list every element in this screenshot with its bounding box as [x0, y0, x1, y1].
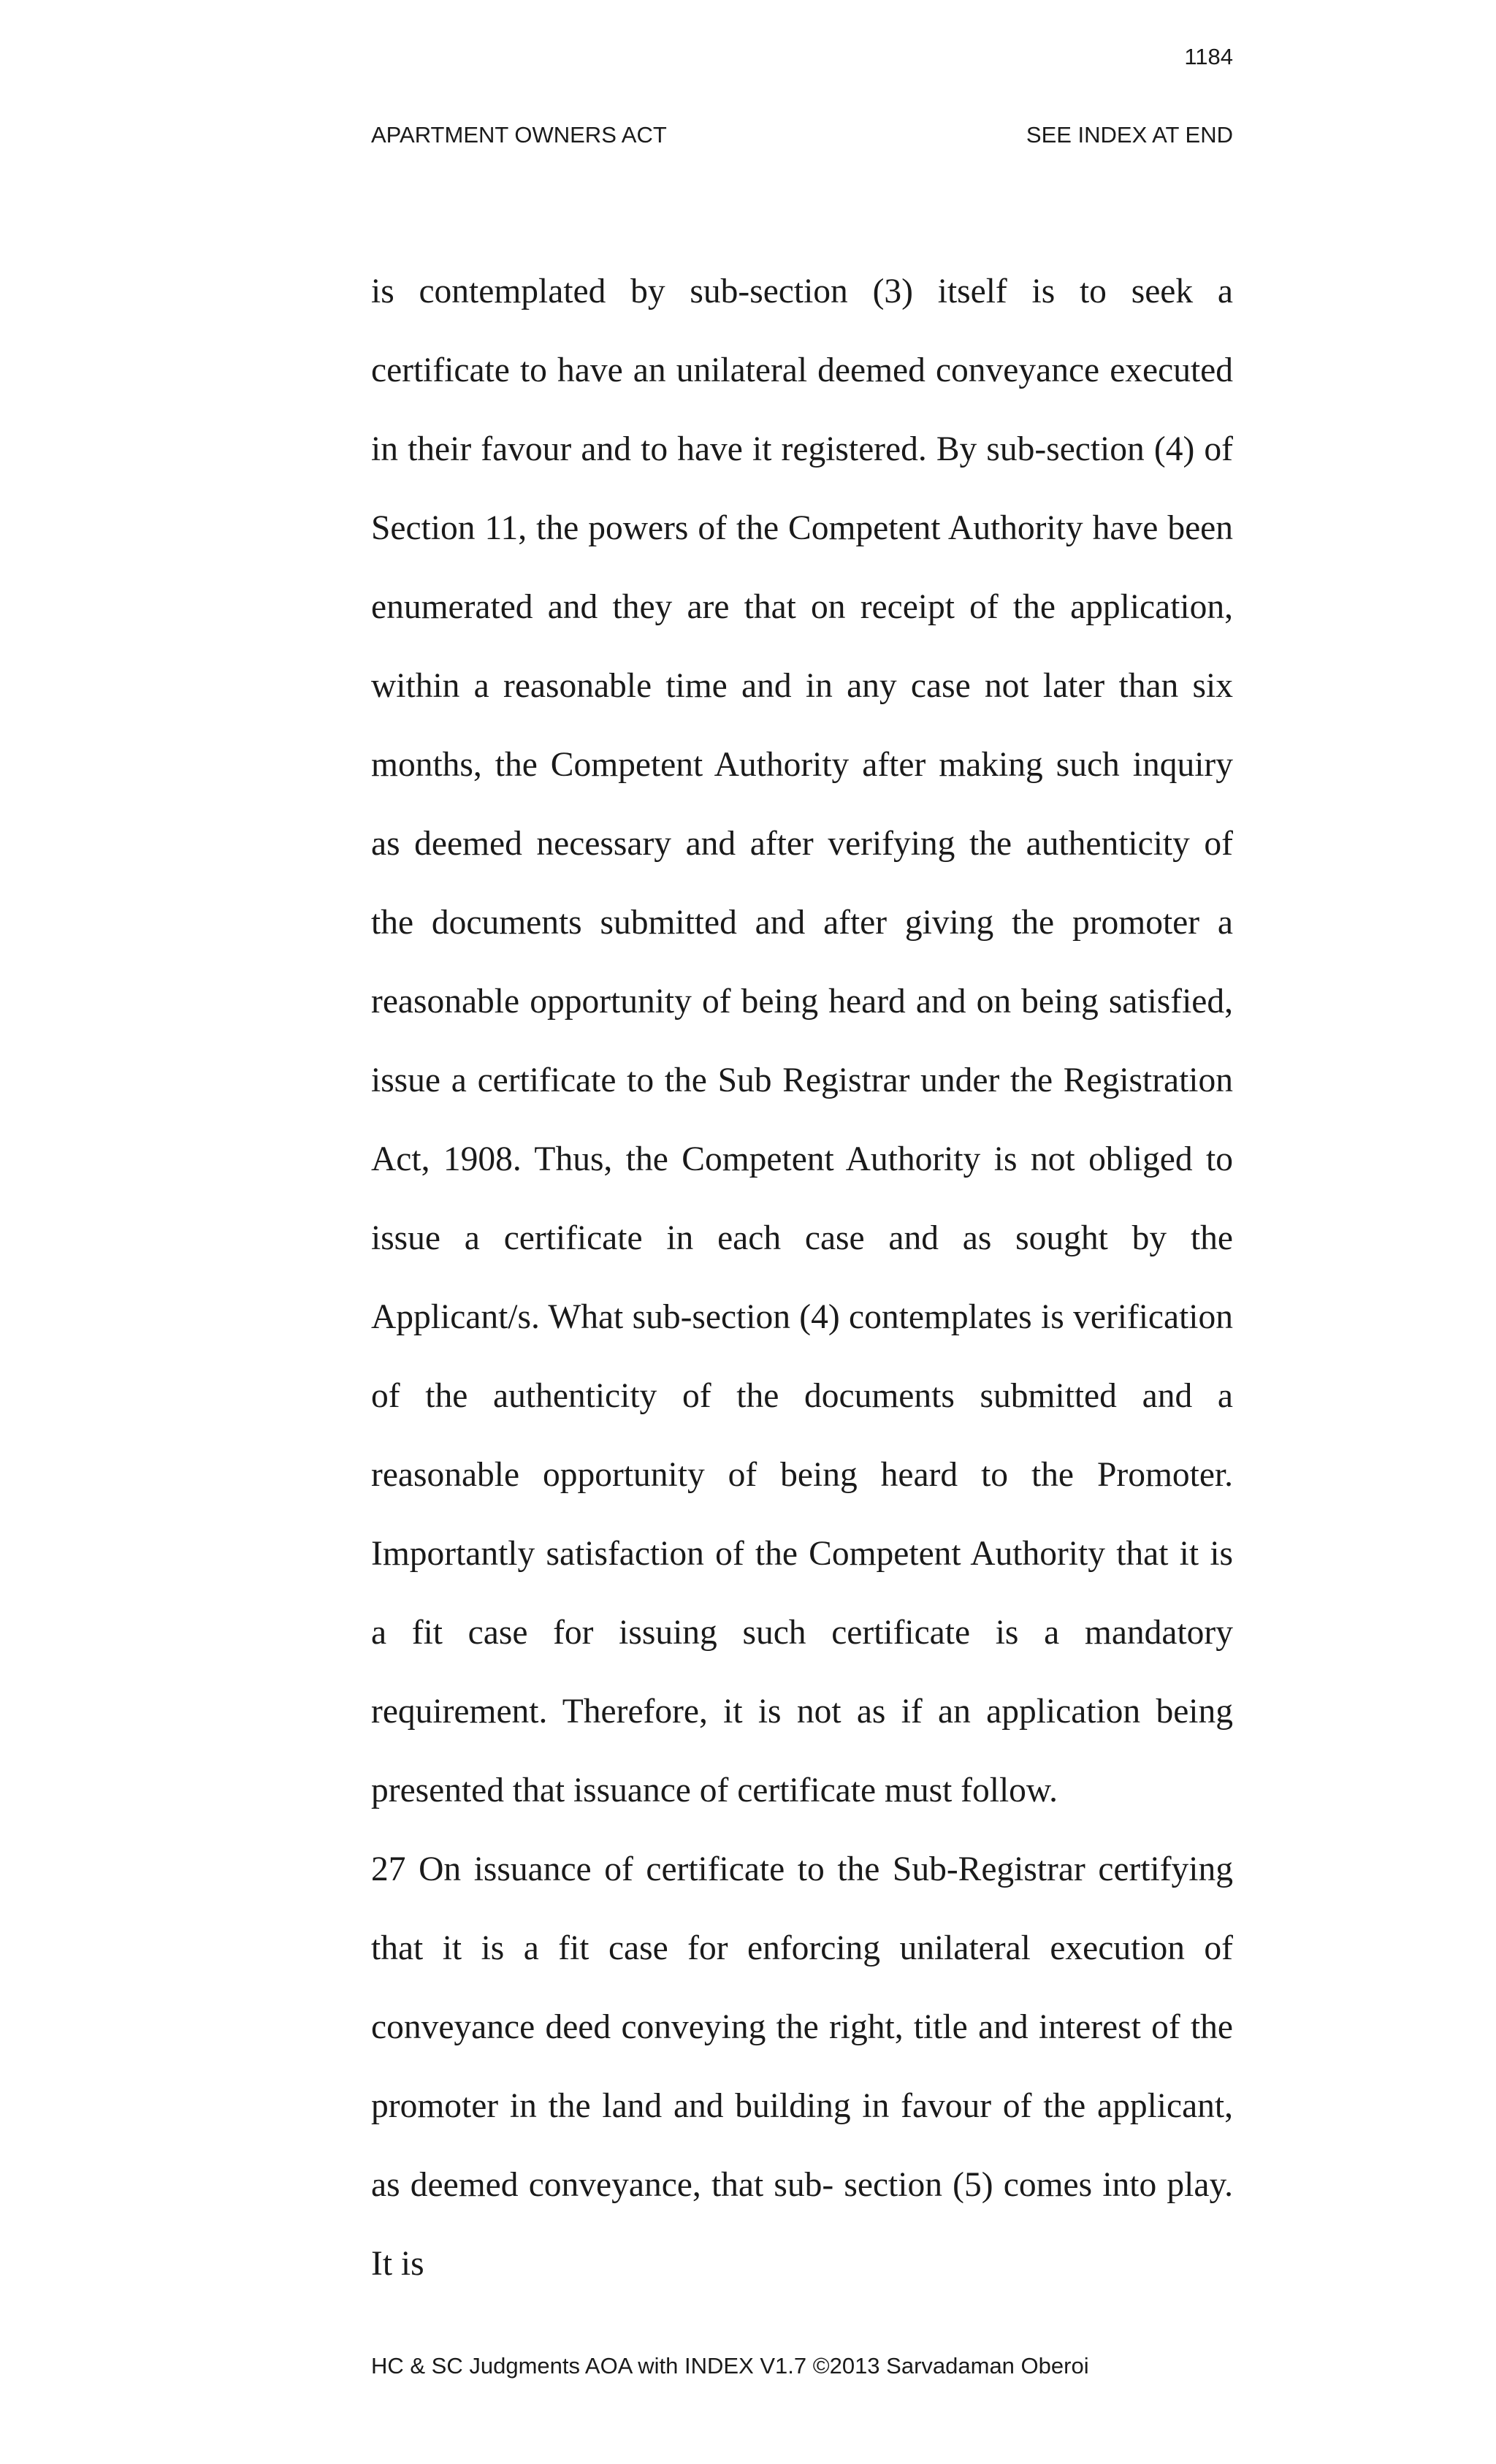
page-number: 1184	[1184, 44, 1233, 69]
page-footer: HC & SC Judgments AOA with INDEX V1.7 ©2013 Sarvadaman Oberoi	[371, 2353, 1089, 2379]
body-paragraph: is contemplated by sub-section (3) itself is to seek a certificate to have an unilateral deemed conveyance executed in their favour and to have it registered. By sub-section (4) of Section 11, the powers of the Competent Authority have been enumerated and they are that on receipt of the application, within a reasonable time and in any case not later than six months, the Competent Authority after making such inquiry as deemed necessary and after verifying the authenticity of the documents submitted and after giving the promoter a reasonable opportunity of being heard and on being satisfied, issue a certificate to the Sub Registrar under the Registration Act, 1908. Thus, the Competent Authority is not obliged to issue a certificate in each case and as sought by the Applicant/s. What sub-section (4) contemplates is verification of the authenticity of the documents submitted and a reasonable opportunity of being heard to the Promoter. Importantly satisfaction of the Competent Authority that it is a fit case for issuing such certificate is a mandatory requirement. Therefore, it is not as if an application being presented that issuance of certificate must follow.	[371, 272, 1233, 1809]
body-paragraph: 27 On issuance of certificate to the Sub-Registrar certifying that it is a fit case for enforcing unilateral execution of conveyance deed conveying the right, title and interest of the promoter in the land and building in favour of the applicant, as deemed conveyance, that sub- section (5) comes into play. It is	[371, 1850, 1233, 2283]
header-index-note: SEE INDEX AT END	[1026, 122, 1233, 148]
header-act-title: APARTMENT OWNERS ACT	[371, 122, 667, 148]
judgment-body	[371, 252, 1233, 2303]
running-header	[371, 120, 1233, 150]
